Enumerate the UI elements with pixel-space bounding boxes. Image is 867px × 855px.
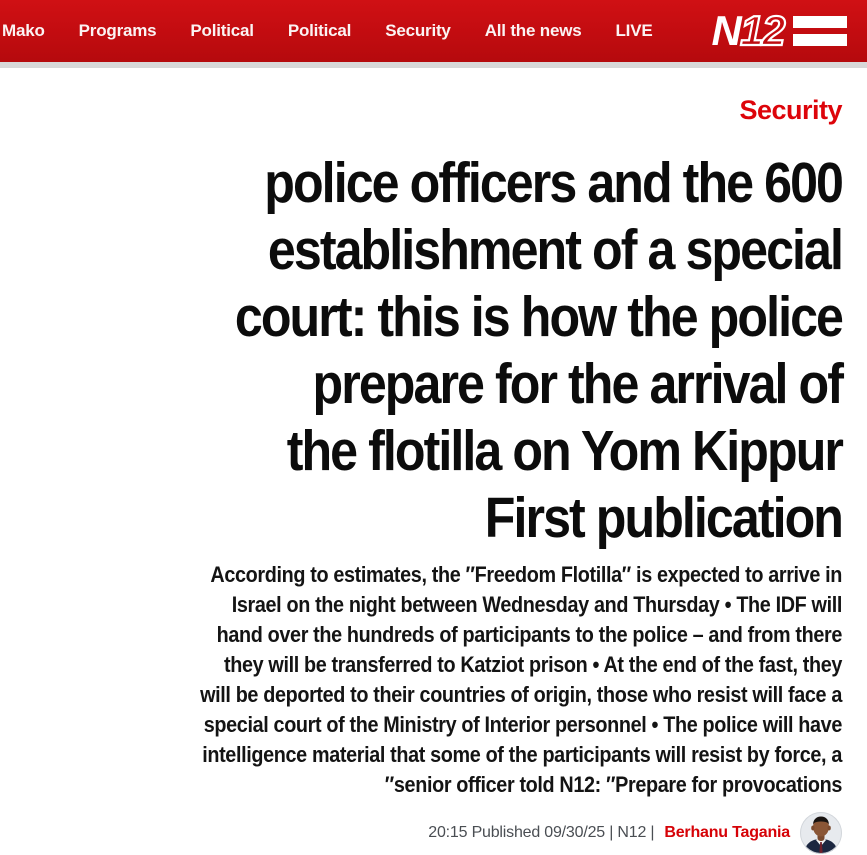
author-avatar[interactable] [800,812,842,854]
headline-line: court: this is how the police [234,285,843,349]
article-headline [25,150,842,552]
main-nav [2,21,653,41]
nav-item-political-1[interactable]: Political [190,21,254,40]
subheadline-line: Israel on the night between Wednesday and Thursday • The IDF will [231,592,842,617]
subheadline-line: special court of the Ministry of Interior personnel • The police will have [203,712,842,737]
subheadline-line: hand over the hundreds of participants to the police – and from there [216,622,843,647]
subheadline-line: they will be transferred to Katziot prison • At the end of the fast, they [224,652,842,677]
top-navigation-bar [0,0,867,62]
headline-line: prepare for the arrival of [312,352,842,416]
nav-item-programs[interactable]: Programs [78,21,157,40]
nav-item-live[interactable]: LIVE [615,21,653,40]
n12-logo-digits: 12 [740,7,784,54]
subheadline-line: According to estimates, the ″Freedom Flotilla″ is expected to arrive in [210,562,842,587]
n12-logo-flag-bars-icon [793,16,847,46]
subheadline-line: will be deported to their countries of origin, those who resist will face a [200,682,842,707]
nav-item-all-the-news[interactable]: All the news [484,21,582,40]
subheadline-line: intelligence material that some of the participants will resist by force, a [202,742,842,767]
nav-item-security[interactable]: Security [385,21,451,40]
n12-logo[interactable] [711,7,855,54]
n12-logo-text [711,7,784,54]
subheadline-line: ″senior officer told N12: ″Prepare for provocations [384,772,842,797]
headline-line: First publication [484,486,842,550]
headline-line: police officers and the 600 [264,151,842,215]
article [0,68,867,854]
category-label[interactable]: Security [739,95,842,125]
headline-line: the flotilla on Yom Kippur [286,419,842,483]
category-row [25,95,842,125]
article-subheadline [25,560,842,800]
author-name[interactable]: Berhanu Tagania [664,824,790,841]
nav-item-mako[interactable]: Mako [2,21,45,40]
byline [25,812,842,854]
n12-logo-n: N [711,7,741,54]
publish-timestamp: 20:15 Published 09/30/25 | N12 | [428,824,655,841]
headline-line: establishment of a special [267,218,842,282]
nav-item-political-2[interactable]: Political [287,21,352,40]
author-avatar-image [800,812,842,854]
